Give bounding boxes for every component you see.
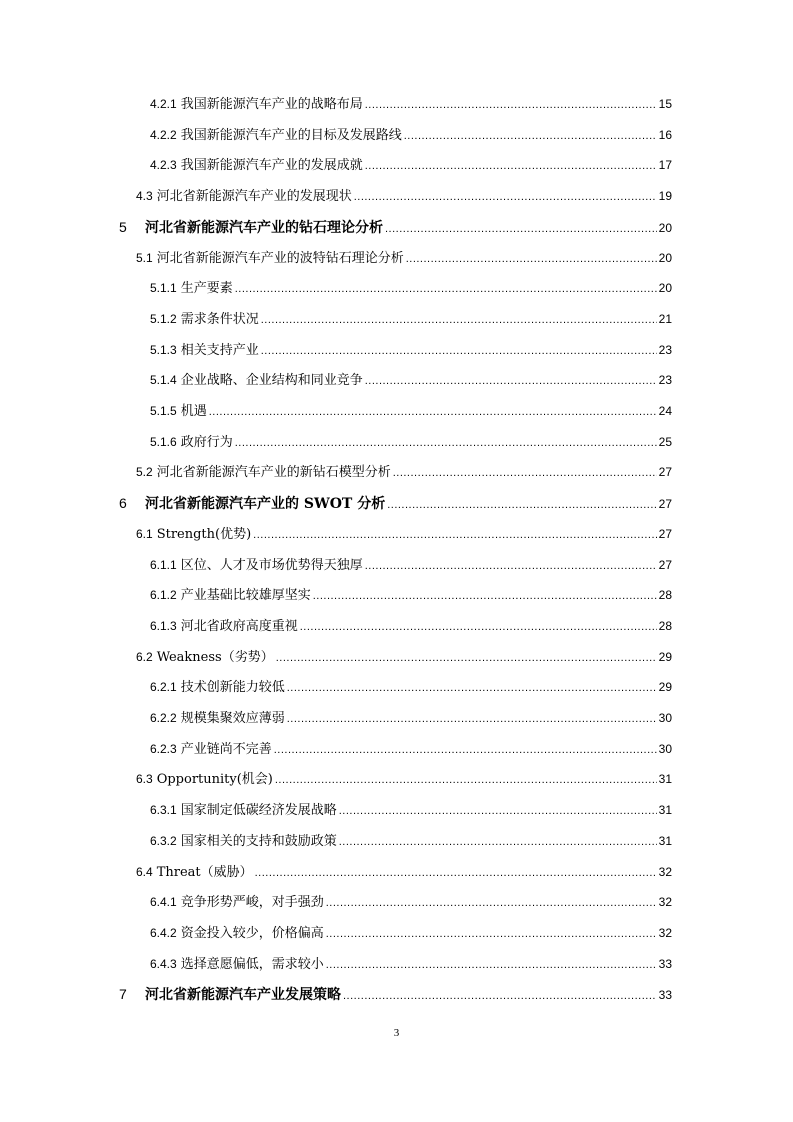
toc-entry-number: 6.3 bbox=[136, 772, 153, 787]
toc-entry-page: 28 bbox=[658, 618, 672, 633]
toc-entry-title: 河北省新能源汽车产业发展策略 bbox=[145, 987, 341, 1004]
toc-entry-title: 河北省新能源汽车产业的钻石理论分析 bbox=[145, 219, 383, 236]
toc-dot-leader bbox=[404, 125, 657, 147]
toc-entry-number: 5.1.6 bbox=[150, 434, 177, 449]
toc-entry-title: 企业战略、企业结构和同业竞争 bbox=[180, 373, 363, 389]
toc-dot-leader bbox=[365, 155, 657, 177]
toc-entry[interactable] bbox=[136, 646, 672, 668]
toc-entry-number: 5.2 bbox=[136, 465, 153, 480]
toc-dot-leader bbox=[365, 370, 657, 392]
toc-dot-leader bbox=[393, 462, 657, 484]
toc-entry-page: 33 bbox=[658, 988, 672, 1003]
toc-entry-number: 6.2 bbox=[136, 649, 153, 664]
toc-dot-leader bbox=[276, 647, 657, 669]
toc-entry[interactable] bbox=[150, 922, 672, 944]
toc-entry-page: 20 bbox=[658, 281, 672, 296]
toc-entry-title: 国家制定低碳经济发展战略 bbox=[180, 803, 337, 819]
toc-entry-number: 6.1.1 bbox=[150, 557, 177, 572]
toc-entry-title: 河北省新能源汽车产业的波特钻石理论分析 bbox=[156, 250, 404, 266]
toc-entry[interactable] bbox=[150, 277, 672, 299]
toc-dot-leader bbox=[287, 677, 657, 699]
toc-entry-page: 27 bbox=[658, 465, 672, 480]
toc-entry-number: 5.1.5 bbox=[150, 404, 177, 418]
toc-entry-page: 19 bbox=[658, 189, 672, 204]
toc-dot-leader bbox=[255, 862, 657, 884]
toc-dot-leader bbox=[326, 892, 657, 914]
toc-dot-leader bbox=[406, 248, 657, 270]
toc-entry-number: 4.3 bbox=[136, 189, 153, 204]
toc-entry-number: 6.1 bbox=[136, 526, 153, 541]
toc-dot-leader bbox=[235, 278, 657, 300]
toc-entry[interactable] bbox=[150, 554, 672, 576]
toc-entry-title: 区位、人才及市场优势得天独厚 bbox=[180, 557, 363, 573]
toc-entry-title: 规模集聚效应薄弱 bbox=[180, 711, 285, 726]
toc-entry-number: 6 bbox=[119, 495, 127, 512]
toc-entry-page: 17 bbox=[658, 158, 672, 173]
toc-entry-title: 竞争形势严峻，对手强劲 bbox=[180, 895, 324, 911]
toc-entry-title: 河北省新能源汽车产业的新钻石模型分析 bbox=[156, 465, 391, 481]
toc-entry-title: 技术创新能力较低 bbox=[180, 680, 285, 696]
toc-entry-page: 27 bbox=[658, 557, 672, 572]
toc-entry-page: 23 bbox=[658, 373, 672, 388]
toc-entry-number: 4.2.1 bbox=[150, 97, 177, 111]
toc-entry-title: 河北省新能源汽车产业的发展现状 bbox=[156, 189, 352, 205]
toc-entry-number: 5 bbox=[119, 218, 127, 235]
toc-dot-leader bbox=[326, 954, 657, 976]
toc-entry[interactable] bbox=[150, 93, 672, 115]
toc-entry-page: 30 bbox=[658, 711, 672, 725]
toc-dot-leader bbox=[275, 769, 657, 791]
toc-entry-title: 政府行为 bbox=[180, 434, 233, 450]
toc-entry[interactable] bbox=[119, 492, 672, 514]
toc-dot-leader bbox=[261, 340, 657, 362]
toc-entry[interactable] bbox=[136, 768, 672, 790]
toc-entry-title: 资金投入较少，价格偏高 bbox=[180, 925, 324, 941]
toc-entry-title: 相关支持产业 bbox=[180, 342, 259, 358]
toc-entry-page: 33 bbox=[658, 956, 672, 971]
toc-entry-title: Weakness（劣势） bbox=[156, 649, 274, 665]
toc-entry-page: 31 bbox=[658, 833, 672, 848]
toc-entry-title: 产业链尚不完善 bbox=[180, 741, 272, 757]
toc-entry-number: 4.2.3 bbox=[150, 158, 177, 173]
toc-entry[interactable] bbox=[119, 983, 672, 1005]
toc-dot-leader bbox=[261, 309, 657, 331]
toc-entry-title: 国家相关的支持和鼓励政策 bbox=[180, 833, 337, 849]
toc-entry[interactable] bbox=[150, 369, 672, 391]
toc-entry-page: 28 bbox=[658, 588, 672, 603]
toc-entry-page: 16 bbox=[658, 127, 672, 142]
toc-dot-leader bbox=[313, 585, 657, 607]
toc-dot-leader bbox=[287, 708, 657, 730]
toc-entry-number: 6.2.3 bbox=[150, 741, 177, 756]
toc-dot-leader bbox=[365, 94, 657, 116]
toc-dot-leader bbox=[385, 218, 657, 240]
toc-entry-title: Strength(优势) bbox=[156, 526, 252, 542]
toc-entry[interactable] bbox=[150, 676, 672, 698]
toc-entry[interactable] bbox=[150, 799, 672, 821]
toc-entry[interactable] bbox=[150, 615, 672, 637]
toc-entry-number: 6.4.2 bbox=[150, 925, 177, 940]
toc-entry-number: 5.1.1 bbox=[150, 281, 177, 296]
toc-entry-number: 6.1.3 bbox=[150, 618, 177, 633]
toc-entry[interactable] bbox=[150, 124, 672, 146]
toc-dot-leader bbox=[365, 555, 657, 577]
toc-entry[interactable] bbox=[150, 308, 672, 330]
toc-dot-leader bbox=[253, 524, 656, 546]
toc-entry[interactable] bbox=[136, 861, 672, 883]
toc-entry-page: 24 bbox=[658, 404, 672, 418]
toc-entry-page: 20 bbox=[658, 250, 672, 265]
toc-entry-number: 6.1.2 bbox=[150, 588, 177, 603]
toc-entry-title: 生产要素 bbox=[180, 281, 233, 297]
toc-entry-number: 6.4.1 bbox=[150, 895, 177, 910]
toc-entry-title: 需求条件状况 bbox=[180, 311, 259, 327]
toc-dot-leader bbox=[209, 401, 657, 423]
toc-entry-page: 27 bbox=[658, 526, 672, 541]
toc-entry-page: 29 bbox=[658, 680, 672, 695]
toc-entry-page: 31 bbox=[658, 772, 672, 787]
toc-entry-page: 32 bbox=[658, 895, 672, 910]
toc-entry[interactable] bbox=[136, 185, 672, 207]
toc-dot-leader bbox=[387, 494, 656, 516]
page-number: 3 bbox=[393, 1027, 400, 1039]
toc-entry-page: 29 bbox=[658, 649, 672, 664]
toc-entry-number: 6.2.2 bbox=[150, 711, 177, 725]
toc-entry-title: 我国新能源汽车产业的目标及发展路线 bbox=[180, 127, 402, 143]
toc-dot-leader bbox=[339, 831, 657, 853]
toc-entry-title: 河北省政府高度重视 bbox=[180, 618, 298, 634]
toc-entry[interactable] bbox=[150, 891, 672, 913]
toc-entry[interactable] bbox=[136, 247, 672, 269]
toc-dot-leader bbox=[300, 616, 657, 638]
toc-entry-title: 我国新能源汽车产业的发展成就 bbox=[180, 158, 363, 174]
toc-entry-number: 6.2.1 bbox=[150, 680, 177, 695]
toc-dot-leader bbox=[343, 985, 657, 1007]
toc-entry-title: 选择意愿偏低，需求较小 bbox=[180, 956, 324, 972]
toc-entry-page: 32 bbox=[658, 864, 672, 879]
toc-entry-title: Opportunity(机会) bbox=[156, 772, 273, 788]
toc-entry-number: 6.3.2 bbox=[150, 833, 177, 848]
toc-entry[interactable] bbox=[150, 400, 672, 422]
toc-entry-title: 机遇 bbox=[180, 404, 207, 419]
toc-entry-number: 5.1 bbox=[136, 250, 153, 265]
toc-entry-number: 5.1.2 bbox=[150, 311, 177, 326]
toc-entry-title: Threat（威胁） bbox=[156, 864, 253, 880]
toc-entry[interactable] bbox=[150, 339, 672, 361]
toc-dot-leader bbox=[326, 923, 657, 945]
toc-entry-page: 21 bbox=[658, 311, 672, 326]
toc-entry[interactable] bbox=[150, 738, 672, 760]
toc-entry[interactable] bbox=[150, 584, 672, 606]
toc-entry-number: 6.3.1 bbox=[150, 803, 177, 818]
toc-entry-number: 5.1.4 bbox=[150, 373, 177, 388]
toc-entry-title: 产业基础比较雄厚坚实 bbox=[180, 588, 311, 604]
toc-entry-title: 河北省新能源汽车产业的 SWOT 分析 bbox=[145, 496, 386, 513]
toc-entry-page: 20 bbox=[658, 220, 672, 235]
toc-entry[interactable] bbox=[150, 953, 672, 975]
toc-entry-page: 25 bbox=[658, 434, 672, 449]
toc-dot-leader bbox=[274, 739, 657, 761]
toc-dot-leader bbox=[339, 800, 657, 822]
toc-entry-page: 31 bbox=[658, 803, 672, 818]
toc-entry-number: 4.2.2 bbox=[150, 127, 177, 142]
toc-entry[interactable] bbox=[150, 830, 672, 852]
toc-entry-page: 32 bbox=[658, 925, 672, 940]
toc-entry[interactable] bbox=[136, 461, 672, 483]
toc-entry-number: 6.4 bbox=[136, 864, 153, 879]
toc-entry-title: 我国新能源汽车产业的战略布局 bbox=[180, 97, 363, 112]
toc-entry-page: 27 bbox=[658, 497, 672, 512]
toc-dot-leader bbox=[235, 432, 657, 454]
toc-dot-leader bbox=[354, 186, 657, 208]
toc-entry[interactable] bbox=[119, 216, 672, 238]
toc-entry[interactable] bbox=[150, 707, 672, 729]
toc-entry-number: 7 bbox=[119, 986, 127, 1003]
toc-entry[interactable] bbox=[150, 431, 672, 453]
toc-entry-page: 15 bbox=[658, 97, 672, 111]
toc-entry-number: 5.1.3 bbox=[150, 342, 177, 357]
toc-entry[interactable] bbox=[136, 523, 672, 545]
toc-entry-number: 6.4.3 bbox=[150, 956, 177, 971]
toc-entry-page: 23 bbox=[658, 342, 672, 357]
toc-entry-page: 30 bbox=[658, 741, 672, 756]
toc-entry[interactable] bbox=[150, 154, 672, 176]
